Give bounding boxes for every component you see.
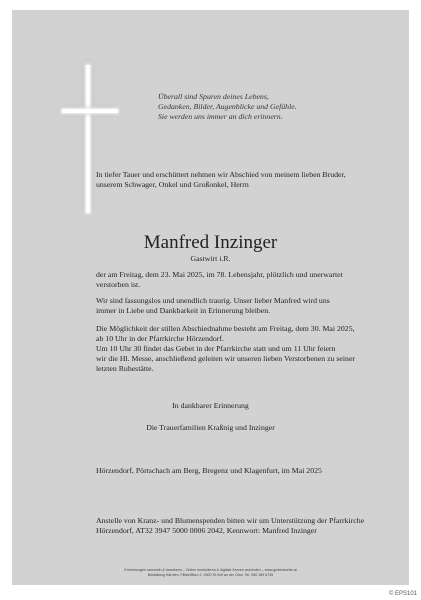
quote-line: Gedanken, Bilder, Augenblicke und Gefühle. [158, 102, 297, 111]
death-notice-paragraph [96, 270, 343, 290]
quote-line: Sie werden uns immer an dich erinnern. [158, 112, 283, 121]
eps-badge: © EPS101 [388, 591, 417, 597]
donation-line: Hörzendorf, AT32 3947 5000 0006 2042, Kennwort: Manfred Inzinger [96, 526, 317, 535]
donation-line: Anstelle von Kranz- und Blumenspenden bitten wir um Unterstützung der Pfarrkirche [96, 516, 365, 525]
intro-line: unserem Schwager, Onkel und Großonkel, Herrn [96, 180, 249, 189]
deceased-name: Manfred Inzinger [143, 232, 278, 253]
families-line: Die Trauerfamilien Kraßnig und Inzinger [146, 423, 275, 432]
remembrance-paragraph [96, 296, 330, 316]
ceremony-line: letzten Ruhestätte. [96, 364, 154, 373]
intro-paragraph [96, 170, 346, 190]
deceased-title: Gastwirt i.R. [190, 254, 231, 263]
ceremony-line: Um 10 Uhr 30 findet das Gebet in der Pfarrkirche statt und um 11 Uhr feiern [96, 344, 336, 353]
quote-line: Überall sind Spuren deines Lebens, [158, 92, 269, 101]
remembrance-line: immer in Liebe und Dankbarkeit in Erinnerung bleiben. [96, 306, 271, 315]
gratitude-line: In dankbarer Erinnerung [172, 401, 249, 410]
obituary-card [12, 10, 409, 585]
death-notice-line: der am Freitag, dem 23. Mai 2025, im 78. Lebensjahr, plötzlich und unerwartet [96, 270, 343, 279]
remembrance-line: Wir sind fassungslos und unendlich traurig. Unser lieber Manfred wird uns [96, 296, 330, 305]
ceremony-line: ab 10 Uhr in der Pfarrkirche Hörzendorf. [96, 334, 224, 343]
footer-line: Erinnerungen sammeln & bewahren – Online kondolieren & digitale Kerzen anzünden – www.gedenkseite.at [124, 568, 297, 572]
death-notice-line: verstorben ist. [96, 280, 141, 289]
footer-line: Bestattung Kärnten, Filiale/Büro 2, 9300 St.Veit an der Glan, Tel. 050 189 6735 [147, 573, 274, 577]
cross-icon [58, 65, 124, 215]
donation-paragraph [96, 516, 364, 536]
ceremony-line: wir die Hl. Messe, anschließend geleiten wir unseren lieben Verstorbenen zu seiner [96, 354, 356, 363]
ceremony-line: Die Möglichkeit der stillen Abschiednahme besteht am Freitag, dem 30. Mai 2025, [96, 324, 355, 333]
intro-line: In tiefer Tauer und erschüttert nehmen wir Abschied von meinem lieben Bruder, [96, 170, 346, 179]
place-date: Hörzendorf, Pörtschach am Berg, Bregenz und Klagenfurt, im Mai 2025 [96, 466, 322, 475]
footer-note [12, 568, 409, 578]
ceremony-paragraph [96, 324, 355, 374]
memorial-quote [158, 92, 297, 122]
